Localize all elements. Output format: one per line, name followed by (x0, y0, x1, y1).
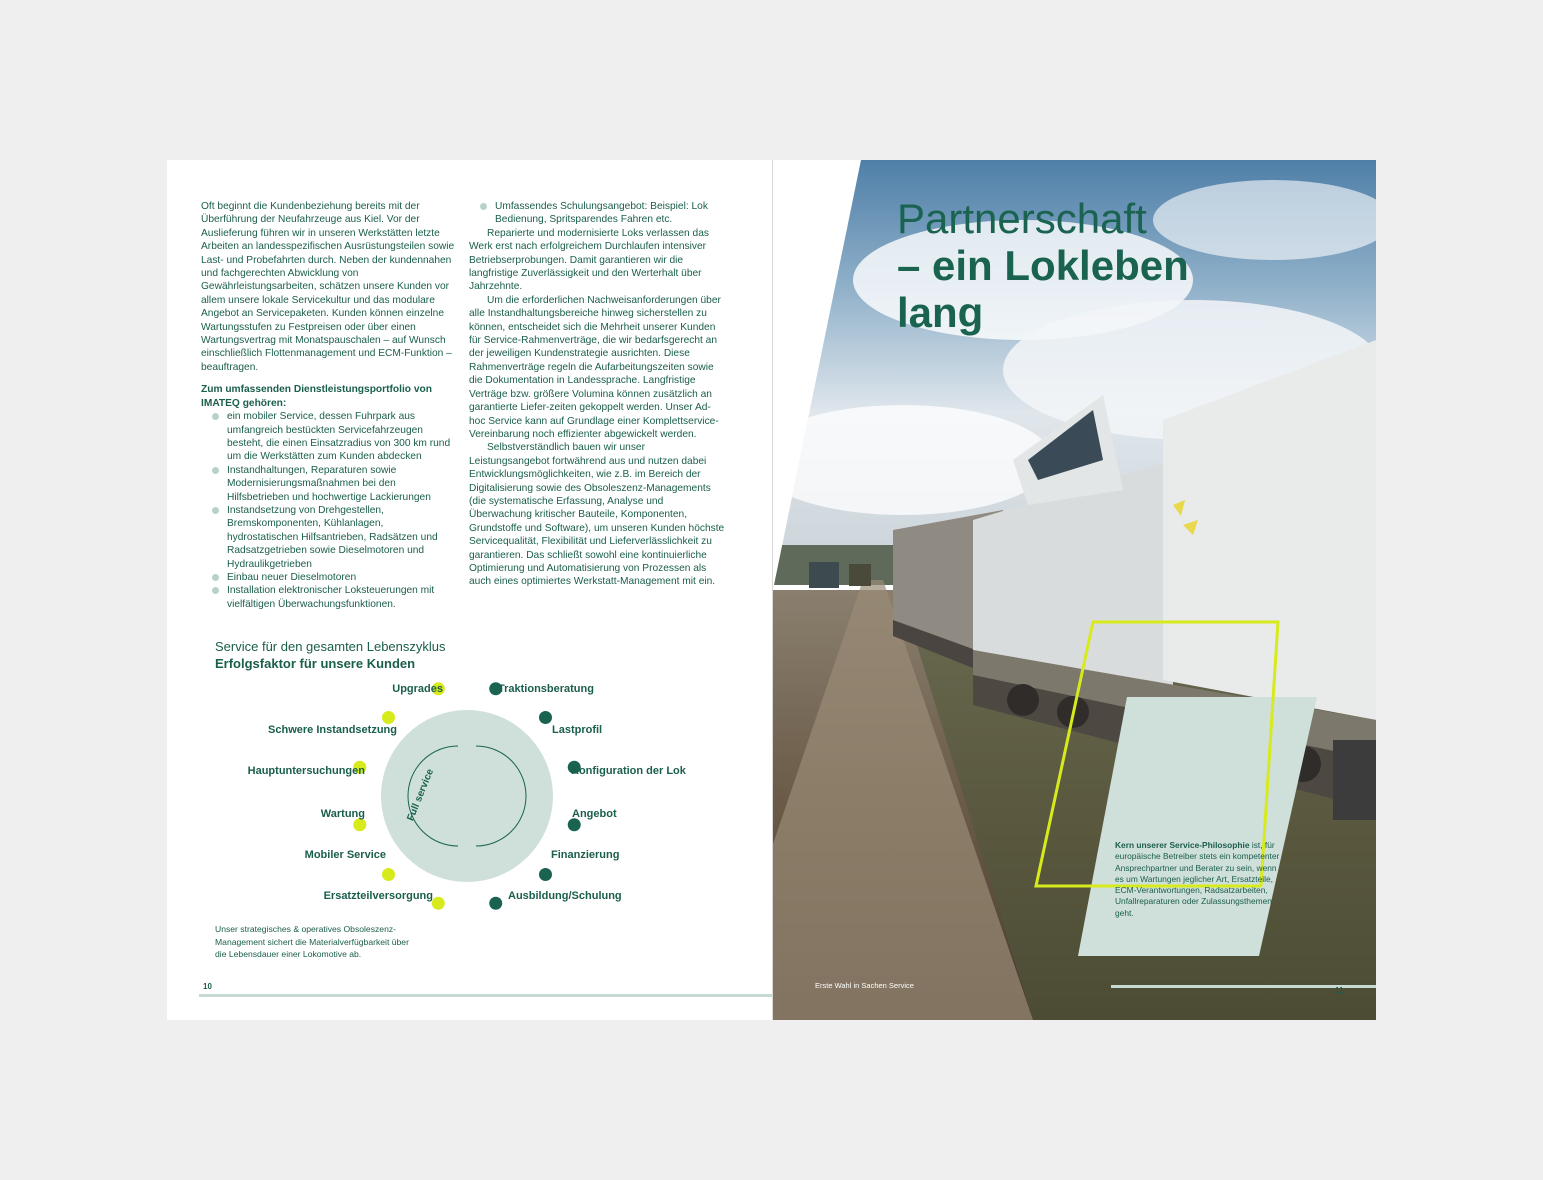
list-item: Instandhaltungen, Reparaturen sowie Modernisierungsmaßnahmen bei den Hilfsbetrieben und hochwertige Lackierungen (201, 464, 457, 504)
intro-paragraph: Oft beginnt die Kundenbeziehung bereits mit der Überführung der Neufahrzeuge aus Kiel. Vor der Auslieferung führen wir in unseren Werkstätten letzte Arbeiten an landesspezifischen Ausrüstungsteilen sowie Last- und Probefahrten durch. Neben der kundennahen und fachgerechten Abwicklung von Gewährleistungsarbeiten, schätzen unsere Kunden vor allem unsere lokale Servicekultur und das modulare Angebot an Servicepaketen. Kunden können einzelne Wartungsstufen zu Festpreisen oder über einen Wartungsvertrag mit Monatspauschalen – auf Wunsch einschließlich Flottenmanagement und ECM-Funktion – beauftragen. (201, 201, 455, 373)
cycle-disc (381, 710, 553, 882)
headline-line-1: Partnerschaft (897, 195, 1147, 242)
infobox-lead: Kern unserer Service-Philosophie (1115, 840, 1250, 850)
cycle-item-configuration: Konfiguration der Lok (571, 765, 686, 777)
cycle-item-load-profile: Lastprofil (552, 724, 603, 736)
cycle-item-offer: Angebot (572, 808, 617, 820)
right-page (773, 160, 1376, 1020)
cycle-dot-right-dot-2 (539, 711, 552, 724)
paragraph: Um die erforderlichen Nachweisanforderungen über alle Instandhaltungsbereiche hinweg sicherstellen zu können, entscheidet sich die Mehrheit unserer Kunden für Service-Rahmenverträge, die wir bedarfsgerecht an der jeweiligen Kundenstrategie ausrichten. Diese Rahmenverträge regeln die Aufarbeitungszeiten sowie die Dokumentation in Landessprache. Langfristige Verträge bzw. größere Volumina können zusätzlich an garantierte Liefer-zeiten gekoppelt werden. Unser Ad-hoc Service kann auf Grundlage einer Komplettservice-Vereinbarung noch effizienter abgewickelt werden. (469, 294, 721, 440)
infobox-body: ist, für europäische Betreiber stets ein kompetenter Ansprechpartner und Berater zu sein, wenn es um Wartungen jeglicher Art, Ersatzteile, ECM-Verantwortungen, Radsatzarbeiten, Unfallreparaturen oder Zulassungsthemen geht. (1115, 840, 1280, 918)
headline-line-2: – ein Lokleben (897, 242, 1189, 289)
cycle-item-maintenance: Wartung (320, 808, 365, 820)
page-number-left: 10 (203, 982, 212, 991)
list-item: ein mobiler Service, dessen Fuhrpark aus umfangreich bestückten Servicefahrzeugen besteht, die einen Einsatzradius von 300 km rund um die Werkstätten zum Kunden abdecken (201, 410, 457, 464)
list-item: Umfassendes Schulungsangebot: Beispiel: Lok Bedienung, Spritsparendes Fahren etc. (469, 200, 727, 227)
paragraph: Reparierte und modernisierte Loks verlassen das Werk erst nach erfolgreichem Durchlaufen intensiver Betriebserprobungen. Damit garantieren wir die langfristige Zuverlässigkeit und den Werterhalt über Jahrzehnte. (469, 227, 709, 293)
headline-line-3: lang (897, 289, 984, 336)
cycle-subtitle: Erfolgsfaktor für unsere Kunden (215, 656, 416, 671)
cycle-item-financing: Finanzierung (551, 849, 620, 861)
cycle-dot-left-dot-4 (353, 818, 366, 831)
cycle-dot-right-dot-6 (489, 897, 502, 910)
cycle-item-training: Ausbildung/Schulung (508, 890, 622, 902)
service-philosophy-text (1115, 840, 1285, 919)
cycle-item-spare-parts: Ersatzteilversorgung (323, 890, 433, 902)
cycle-item-traction-consulting: Traktionsberatung (498, 683, 594, 695)
cycle-dot-right-dot-5 (539, 868, 552, 881)
list-item: Einbau neuer Dieselmotoren (201, 571, 457, 584)
cycle-dot-left-dot-5 (382, 868, 395, 881)
paragraph: Selbstverständlich bauen wir unser Leistungsangebot fortwährend aus und nutzen dabei Entwicklungsmöglichkeiten, wie z.B. im Bereich der Digitalisierung sowie des Obsoleszenz-Managements (die systematische Erfassung, Analyse und Überwachung kritischer Bauteile, Komponenten, Grundstoffe und Software), um unseren Kunden höchste Servicequalität, Flexibilität und Lieferverlässlichkeit zu garantieren. Das schließt sowohl eine kontinuierliche Optimierung und Automatisierung von Prozessen als auch eines optimiertes Werkstatt-Management mit ein. (469, 442, 725, 588)
cycle-dot-left-dot-2 (382, 711, 395, 724)
cycle-dot-left-dot-6 (432, 897, 445, 910)
brochure-spread (167, 160, 1376, 1020)
folio-caption: Erste Wahl in Sachen Service (815, 981, 914, 990)
list-item: Installation elektronischer Loksteuerungen mit vielfältigen Überwachungsfunktionen. (201, 584, 457, 611)
cycle-item-mobile-service: Mobiler Service (304, 849, 386, 861)
page-headline (897, 195, 1189, 336)
footer-rule-left (199, 994, 773, 997)
cycle-dot-right-dot-4 (568, 818, 581, 831)
lifecycle-diagram (167, 160, 773, 1020)
cycle-title: Service für den gesamten Lebenszyklus (215, 639, 446, 654)
obsolescence-note: Unser strategisches & operatives Obsoleszenz-Management sichert die Materialverfügbarkeit über die Lebensdauer einer Lokomotive ab. (215, 924, 409, 959)
cycle-item-heavy-repair: Schwere Instandsetzung (268, 724, 397, 736)
left-page (167, 160, 773, 1020)
portfolio-heading: Zum umfassenden Dienstleistungsportfolio von IMATEQ gehören: (201, 384, 432, 409)
cycle-item-upgrades: Upgrades (392, 683, 443, 695)
list-item: Instandsetzung von Drehgestellen, Bremskomponenten, Kühlanlagen, hydrostatischen Hilfsantrieben, Radsätzen und Radsatzgetrieben sowie Dieselmotoren und Hydraulikgetrieben (201, 504, 457, 571)
page-number-right: 11 (1335, 986, 1344, 995)
full-service-label: Full service (405, 767, 437, 823)
cycle-item-main-inspection: Hauptuntersuchungen (247, 765, 365, 777)
